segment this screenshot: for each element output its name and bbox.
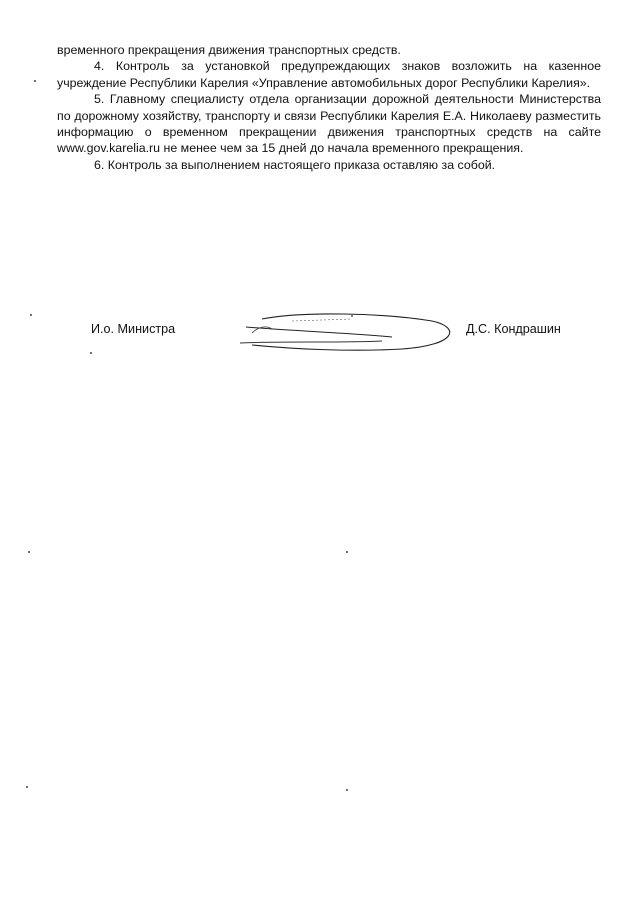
scan-speck	[30, 314, 32, 316]
paragraph-5: 5. Главному специалисту отдела организации дорожной деятельности Министерства по дорожному хозяйству, транспорту и связи Республики Карелия Е.А. Николаеву разместить информацию о временном прекращении движения транспортных средств на сайте www.gov.karelia.ru не менее чем за 15 дней до начала временного прекращения.	[57, 92, 601, 156]
handwritten-signature	[232, 305, 462, 365]
scan-speck	[346, 551, 348, 553]
scan-speck	[34, 80, 36, 82]
scan-speck	[90, 352, 92, 354]
signatory-role: И.о. Министра	[91, 322, 176, 336]
scan-speck	[26, 786, 28, 788]
document-body	[57, 42, 601, 173]
scan-speck	[28, 551, 30, 553]
signatory-name: Д.С. Кондрашин	[466, 322, 561, 336]
paragraph-continuation: временного прекращения движения транспортных средств.	[57, 43, 401, 57]
paragraph-4: 4. Контроль за установкой предупреждающих знаков возложить на казенное учреждение Республики Карелия «Управление автомобильных дорог Республики Карелия».	[57, 59, 601, 90]
scan-speck	[346, 789, 348, 791]
paragraph-6: 6. Контроль за выполнением настоящего приказа оставляю за собой.	[94, 157, 496, 172]
